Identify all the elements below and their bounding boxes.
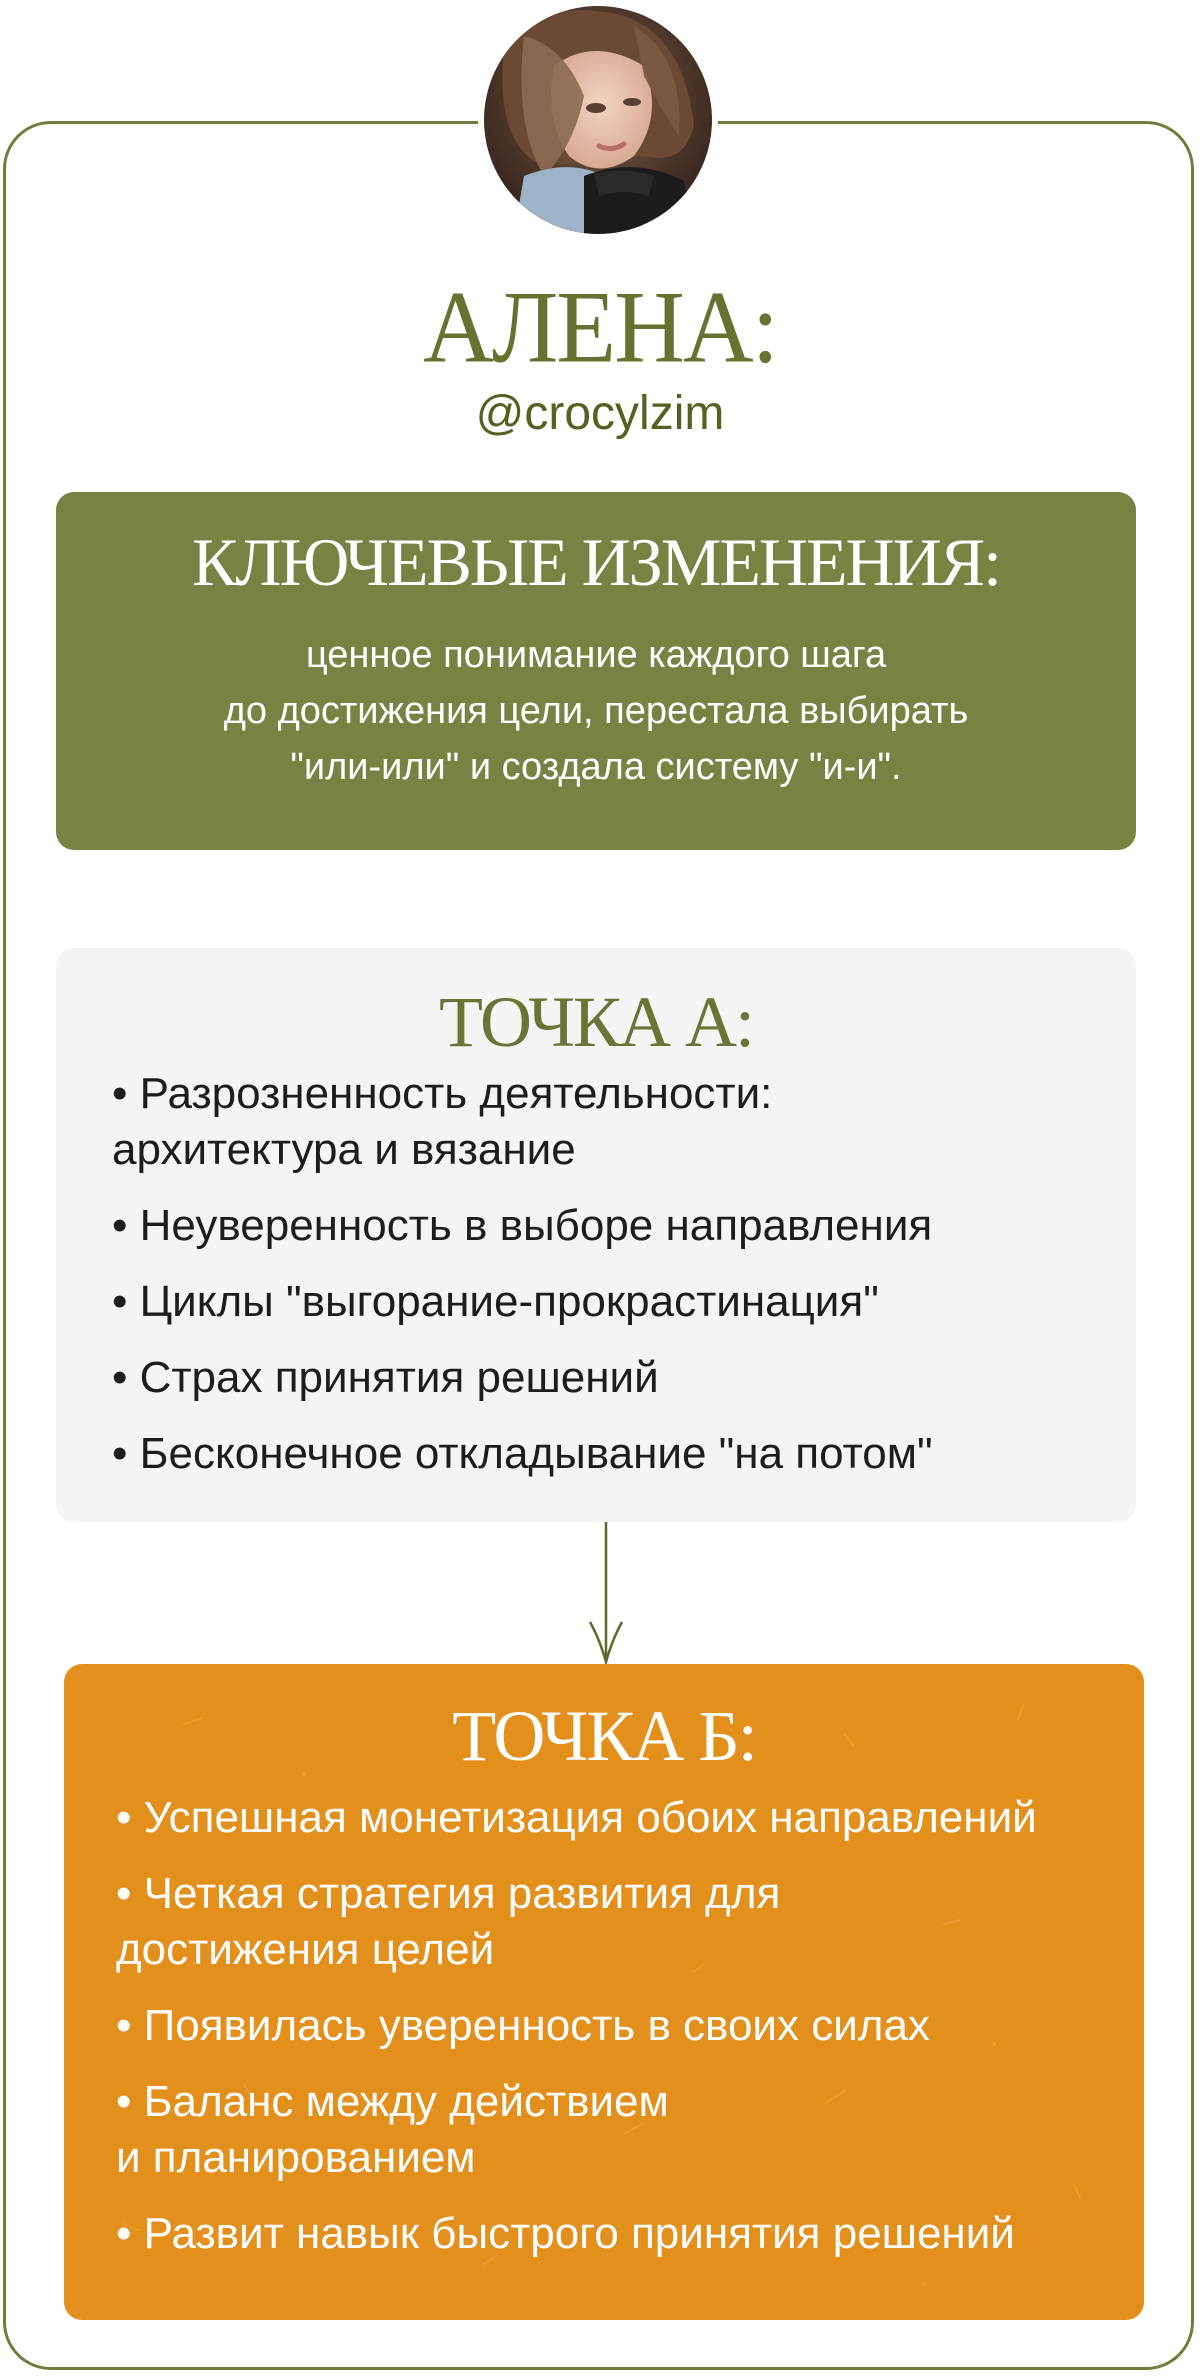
list-item-line: • Четкая стратегия развития для xyxy=(116,1869,781,1918)
avatar-photo xyxy=(484,6,712,234)
list-item xyxy=(116,1866,1126,1978)
list-item xyxy=(112,1274,1112,1330)
key-changes-line: до достижения цели, перестала выбирать xyxy=(223,690,969,732)
key-changes-text xyxy=(56,627,1136,795)
point-a-title: ТОЧКА А: xyxy=(438,982,754,1062)
list-item-line: достижения целей xyxy=(116,1925,495,1974)
point-b-list xyxy=(116,1790,1126,2282)
list-item-line: • Развит навык быстрого принятия решений xyxy=(116,2209,1015,2258)
list-item xyxy=(116,1790,1126,1846)
list-item-line: и планированием xyxy=(116,2133,476,2182)
list-item-line: • Циклы "выгорание-прокрастинация" xyxy=(112,1277,879,1326)
profile-name: АЛЕНА: xyxy=(423,271,777,385)
point-b-title: ТОЧКА Б: xyxy=(452,1696,756,1776)
profile-handle[interactable]: @crocylzim xyxy=(475,387,725,440)
list-item-line: • Страх принятия решений xyxy=(112,1353,659,1402)
list-item xyxy=(112,1426,1112,1482)
list-item-line: • Появилась уверенность в своих силах xyxy=(116,2001,930,2050)
arrow-down-icon xyxy=(586,1522,626,1664)
list-item xyxy=(116,2206,1126,2262)
avatar xyxy=(484,6,712,234)
key-changes-line: "или-или" и создала систему "и-и". xyxy=(290,746,902,788)
point-a-list xyxy=(112,1066,1112,1502)
key-changes-card xyxy=(56,492,1136,850)
list-item-line: • Неуверенность в выборе направления xyxy=(112,1201,933,1250)
list-item xyxy=(112,1066,1112,1178)
point-b-card xyxy=(64,1664,1144,2320)
point-a-card xyxy=(56,948,1136,1522)
list-item-line: • Бесконечное откладывание "на потом" xyxy=(112,1429,933,1478)
list-item xyxy=(112,1198,1112,1254)
list-item-line: • Разрозненность деятельности: xyxy=(112,1069,773,1118)
list-item xyxy=(116,2074,1126,2186)
list-item xyxy=(116,1998,1126,2054)
list-item-line: • Успешная монетизация обоих направлений xyxy=(116,1793,1037,1842)
list-item-line: • Баланс между действием xyxy=(116,2077,669,2126)
key-changes-title: КЛЮЧЕВЫЕ ИЗМЕНЕНИЯ: xyxy=(192,524,1000,600)
list-item xyxy=(112,1350,1112,1406)
list-item-line: архитектура и вязание xyxy=(112,1125,576,1174)
key-changes-line: ценное понимание каждого шага xyxy=(305,634,887,676)
